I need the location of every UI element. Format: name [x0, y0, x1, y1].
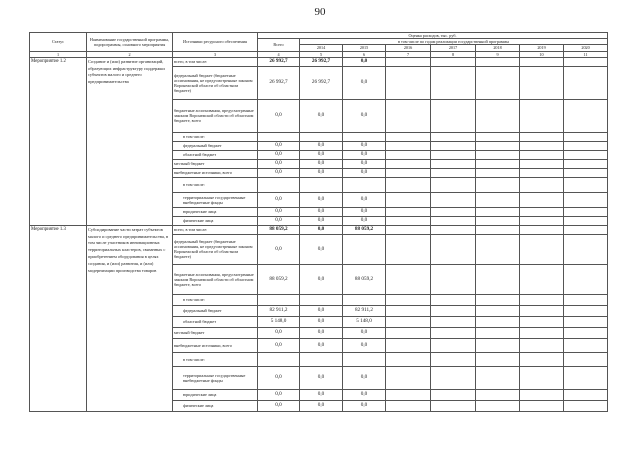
row-value-total: 0,0: [258, 216, 300, 225]
empty-year-cell: [386, 57, 431, 66]
column-number: 9: [476, 51, 520, 57]
row-value-y2015: 88 059,2: [343, 264, 386, 294]
empty-year-cell: [520, 225, 564, 234]
empty-year-cell: [476, 192, 520, 207]
row-value-total: 0,0: [258, 338, 300, 352]
column-number: 5: [300, 51, 343, 57]
empty-year-cell: [476, 338, 520, 352]
row-value-y2015: 5 148,0: [343, 316, 386, 327]
row-value-y2014: 0,0: [300, 327, 343, 338]
header-status: Статус: [30, 33, 87, 52]
row-value-total: 26 992,7: [258, 66, 300, 99]
row-value-total: 0,0: [258, 150, 300, 159]
header-source: Источники ресурсного обеспечения: [173, 33, 258, 52]
row-value-y2014: 0,0: [300, 366, 343, 389]
header-by-year: в том числе по годам реализации государственной программы: [300, 39, 608, 45]
row-value-y2015: 0,0: [343, 338, 386, 352]
empty-year-cell: [520, 132, 564, 141]
empty-year-cell: [520, 294, 564, 305]
empty-year-cell: [386, 216, 431, 225]
row-source: физические лица: [173, 400, 258, 411]
empty-year-cell: [386, 141, 431, 150]
row-value-y2015: 88 059,2: [343, 225, 386, 234]
empty-year-cell: [520, 99, 564, 132]
empty-year-cell: [431, 66, 476, 99]
row-value-total: 0,0: [258, 400, 300, 411]
empty-year-cell: [386, 150, 431, 159]
column-number: 3: [173, 51, 258, 57]
empty-year-cell: [386, 66, 431, 99]
row-value-y2015: 0,0: [343, 150, 386, 159]
row-value-total: 88 059,2: [258, 225, 300, 234]
empty-year-cell: [386, 225, 431, 234]
empty-year-cell: [476, 389, 520, 400]
empty-year-cell: [564, 338, 608, 352]
row-value-y2015: 0,0: [343, 400, 386, 411]
empty-year-cell: [520, 216, 564, 225]
row-value-y2014: 0,0: [300, 225, 343, 234]
row-value-total: 0,0: [258, 168, 300, 177]
empty-year-cell: [564, 57, 608, 66]
row-value-y2014: 26 992,7: [300, 66, 343, 99]
empty-year-cell: [520, 192, 564, 207]
row-value-y2015: 0,0: [343, 216, 386, 225]
column-number: 10: [520, 51, 564, 57]
empty-year-cell: [386, 305, 431, 316]
empty-year-cell: [431, 327, 476, 338]
row-value-y2014: 0,0: [300, 207, 343, 216]
row-value-total: 0,0: [258, 207, 300, 216]
empty-year-cell: [476, 225, 520, 234]
empty-year-cell: [564, 66, 608, 99]
row-value-y2015: [343, 177, 386, 192]
empty-year-cell: [386, 159, 431, 168]
empty-year-cell: [431, 338, 476, 352]
row-source: в том числе:: [173, 294, 258, 305]
empty-year-cell: [520, 389, 564, 400]
row-value-total: 5 148,0: [258, 316, 300, 327]
row-description: Создание и (или) развитие организаций, образующих инфраструктуру поддержки субъектов малого и среднего предпринимательства: [87, 57, 173, 225]
row-value-y2015: 0,0: [343, 99, 386, 132]
empty-year-cell: [564, 132, 608, 141]
empty-year-cell: [520, 352, 564, 366]
empty-year-cell: [431, 192, 476, 207]
empty-year-cell: [476, 66, 520, 99]
row-value-y2014: [300, 294, 343, 305]
empty-year-cell: [476, 57, 520, 66]
empty-year-cell: [431, 132, 476, 141]
row-source: бюджетные ассигнования, предусмотренные законом Воронежской области об областном бюджете, всего: [173, 99, 258, 132]
row-source: внебюджетные источники, всего: [173, 168, 258, 177]
empty-year-cell: [476, 400, 520, 411]
empty-year-cell: [386, 234, 431, 264]
empty-year-cell: [431, 99, 476, 132]
empty-year-cell: [386, 389, 431, 400]
row-value-y2015: 0,0: [343, 66, 386, 99]
column-number: 1: [30, 51, 87, 57]
empty-year-cell: [520, 57, 564, 66]
empty-year-cell: [431, 264, 476, 294]
row-value-y2015: 0,0: [343, 366, 386, 389]
row-source: федеральный бюджет: [173, 305, 258, 316]
row-value-y2015: [343, 352, 386, 366]
empty-year-cell: [520, 264, 564, 294]
row-value-total: 0,0: [258, 159, 300, 168]
row-source: внебюджетные источники, всего: [173, 338, 258, 352]
empty-year-cell: [431, 168, 476, 177]
empty-year-cell: [564, 294, 608, 305]
empty-year-cell: [386, 327, 431, 338]
empty-year-cell: [476, 234, 520, 264]
row-value-y2015: 0,0: [343, 57, 386, 66]
empty-year-cell: [564, 192, 608, 207]
empty-year-cell: [564, 159, 608, 168]
row-value-y2014: 0,0: [300, 305, 343, 316]
empty-year-cell: [431, 305, 476, 316]
empty-year-cell: [476, 207, 520, 216]
empty-year-cell: [431, 141, 476, 150]
row-source: федеральный бюджет (бюджетные ассигнования, не предусмотренные законом Воронежской области об областном бюджете): [173, 234, 258, 264]
empty-year-cell: [431, 57, 476, 66]
row-value-y2014: [300, 177, 343, 192]
empty-year-cell: [431, 177, 476, 192]
row-source: в том числе:: [173, 177, 258, 192]
empty-year-cell: [431, 225, 476, 234]
row-value-y2015: 0,0: [343, 141, 386, 150]
empty-year-cell: [476, 352, 520, 366]
row-value-total: 88 059,2: [258, 264, 300, 294]
row-value-y2014: 0,0: [300, 400, 343, 411]
empty-year-cell: [520, 150, 564, 159]
empty-year-cell: [386, 192, 431, 207]
empty-year-cell: [564, 327, 608, 338]
row-source: всего, в том числе:: [173, 225, 258, 234]
empty-year-cell: [520, 366, 564, 389]
table-row: [30, 225, 608, 234]
row-value-y2014: 0,0: [300, 389, 343, 400]
row-value-total: [258, 352, 300, 366]
empty-year-cell: [431, 150, 476, 159]
row-value-y2015: 0,0: [343, 168, 386, 177]
row-value-y2014: 0,0: [300, 150, 343, 159]
row-value-y2014: 26 992,7: [300, 57, 343, 66]
empty-year-cell: [520, 327, 564, 338]
row-source: федеральный бюджет (бюджетные ассигнования, не предусмотренные законом Воронежской области об областном бюджете): [173, 66, 258, 99]
empty-year-cell: [476, 150, 520, 159]
empty-year-cell: [476, 216, 520, 225]
row-source: областной бюджет: [173, 316, 258, 327]
row-description: Субсидирование части затрат субъектов малого и среднего предпринимательства, в том числе участников инновационных территориальных кластеров, связанных с приобретением оборудования в целях создания, и (или) развития, и (или) модернизации производства товаров: [87, 225, 173, 411]
empty-year-cell: [476, 366, 520, 389]
row-status: Мероприятие 1.3: [30, 225, 87, 411]
empty-year-cell: [564, 264, 608, 294]
row-source: в том числе:: [173, 352, 258, 366]
empty-year-cell: [564, 400, 608, 411]
row-value-total: 26 992,7: [258, 57, 300, 66]
row-source: юридические лица: [173, 389, 258, 400]
header-year: 2017: [431, 45, 476, 51]
empty-year-cell: [386, 207, 431, 216]
column-number: 6: [343, 51, 386, 57]
row-value-y2014: 0,0: [300, 234, 343, 264]
row-value-y2015: [343, 132, 386, 141]
empty-year-cell: [564, 225, 608, 234]
empty-year-cell: [476, 316, 520, 327]
empty-year-cell: [564, 177, 608, 192]
row-value-y2014: [300, 132, 343, 141]
empty-year-cell: [386, 132, 431, 141]
empty-year-cell: [564, 99, 608, 132]
empty-year-cell: [431, 234, 476, 264]
table-row: [30, 57, 608, 66]
column-number: 11: [564, 51, 608, 57]
row-value-y2015: 0,0: [343, 327, 386, 338]
row-value-y2014: 0,0: [300, 264, 343, 294]
row-value-y2015: 0,0: [343, 192, 386, 207]
row-source: территориальные государственные внебюджетные фонды: [173, 366, 258, 389]
empty-year-cell: [520, 305, 564, 316]
empty-year-cell: [520, 141, 564, 150]
page-number: 90: [314, 6, 326, 18]
table-header: [30, 33, 608, 58]
row-value-total: [258, 132, 300, 141]
empty-year-cell: [564, 352, 608, 366]
header-year: 2014: [300, 45, 343, 51]
empty-year-cell: [520, 234, 564, 264]
row-value-total: 0,0: [258, 366, 300, 389]
empty-year-cell: [386, 264, 431, 294]
empty-year-cell: [431, 294, 476, 305]
row-value-y2015: 0,0: [343, 389, 386, 400]
empty-year-cell: [476, 132, 520, 141]
row-value-y2014: 0,0: [300, 99, 343, 132]
column-number: 7: [386, 51, 431, 57]
row-source: местный бюджет: [173, 159, 258, 168]
empty-year-cell: [431, 366, 476, 389]
empty-year-cell: [431, 389, 476, 400]
empty-year-cell: [520, 168, 564, 177]
column-number: 8: [431, 51, 476, 57]
empty-year-cell: [564, 216, 608, 225]
row-value-total: 82 911,2: [258, 305, 300, 316]
row-source: областной бюджет: [173, 150, 258, 159]
empty-year-cell: [564, 316, 608, 327]
empty-year-cell: [564, 305, 608, 316]
empty-year-cell: [386, 400, 431, 411]
header-year: 2020: [564, 45, 608, 51]
row-value-total: 0,0: [258, 327, 300, 338]
empty-year-cell: [476, 177, 520, 192]
row-value-y2014: 0,0: [300, 338, 343, 352]
row-value-y2014: 0,0: [300, 192, 343, 207]
row-value-y2015: [343, 234, 386, 264]
row-value-total: 0,0: [258, 234, 300, 264]
row-value-total: 0,0: [258, 99, 300, 132]
empty-year-cell: [476, 327, 520, 338]
empty-year-cell: [564, 389, 608, 400]
empty-year-cell: [520, 338, 564, 352]
empty-year-cell: [520, 400, 564, 411]
row-value-y2015: 82 911,2: [343, 305, 386, 316]
empty-year-cell: [386, 99, 431, 132]
row-source: территориальные государственные внебюджетные фонды: [173, 192, 258, 207]
header-year: 2016: [386, 45, 431, 51]
budget-table: [29, 32, 608, 412]
header-estimate: Оценка расходов, тыс. руб.: [258, 33, 608, 39]
row-value-y2015: 0,0: [343, 207, 386, 216]
empty-year-cell: [564, 366, 608, 389]
row-value-y2014: 0,0: [300, 316, 343, 327]
empty-year-cell: [564, 207, 608, 216]
row-value-y2015: [343, 294, 386, 305]
empty-year-cell: [386, 177, 431, 192]
header-year: 2015: [343, 45, 386, 51]
empty-year-cell: [386, 168, 431, 177]
empty-year-cell: [476, 99, 520, 132]
empty-year-cell: [431, 159, 476, 168]
row-value-y2014: 0,0: [300, 216, 343, 225]
row-value-total: 0,0: [258, 389, 300, 400]
empty-year-cell: [476, 305, 520, 316]
empty-year-cell: [431, 400, 476, 411]
row-value-total: [258, 294, 300, 305]
empty-year-cell: [431, 207, 476, 216]
empty-year-cell: [520, 207, 564, 216]
row-value-total: 0,0: [258, 192, 300, 207]
empty-year-cell: [431, 216, 476, 225]
row-value-y2014: 0,0: [300, 168, 343, 177]
row-value-y2014: [300, 352, 343, 366]
empty-year-cell: [476, 294, 520, 305]
empty-year-cell: [520, 159, 564, 168]
row-source: физические лица: [173, 216, 258, 225]
empty-year-cell: [564, 234, 608, 264]
column-number: 2: [87, 51, 173, 57]
header-total: Всего: [258, 39, 300, 51]
empty-year-cell: [386, 294, 431, 305]
row-status: Мероприятие 1.2: [30, 57, 87, 225]
empty-year-cell: [386, 366, 431, 389]
row-source: всего, в том числе:: [173, 57, 258, 66]
empty-year-cell: [564, 168, 608, 177]
row-value-y2014: 0,0: [300, 141, 343, 150]
empty-year-cell: [520, 66, 564, 99]
empty-year-cell: [476, 159, 520, 168]
empty-year-cell: [476, 264, 520, 294]
empty-year-cell: [520, 316, 564, 327]
row-value-total: 0,0: [258, 141, 300, 150]
header-program-name: Наименование государственной программы, подпрограммы, основного мероприятия: [87, 33, 173, 52]
row-value-y2015: 0,0: [343, 159, 386, 168]
header-year: 2018: [476, 45, 520, 51]
empty-year-cell: [386, 316, 431, 327]
empty-year-cell: [476, 141, 520, 150]
empty-year-cell: [564, 141, 608, 150]
row-value-total: [258, 177, 300, 192]
empty-year-cell: [564, 150, 608, 159]
row-source: в том числе:: [173, 132, 258, 141]
row-source: бюджетные ассигнования, предусмотренные законом Воронежской области об областном бюджете, всего: [173, 264, 258, 294]
row-value-y2014: 0,0: [300, 159, 343, 168]
row-source: юридические лица: [173, 207, 258, 216]
empty-year-cell: [386, 338, 431, 352]
empty-year-cell: [476, 168, 520, 177]
row-source: федеральный бюджет: [173, 141, 258, 150]
empty-year-cell: [386, 352, 431, 366]
empty-year-cell: [520, 177, 564, 192]
column-number: 4: [258, 51, 300, 57]
empty-year-cell: [431, 316, 476, 327]
row-source: местный бюджет: [173, 327, 258, 338]
empty-year-cell: [431, 352, 476, 366]
header-year: 2019: [520, 45, 564, 51]
